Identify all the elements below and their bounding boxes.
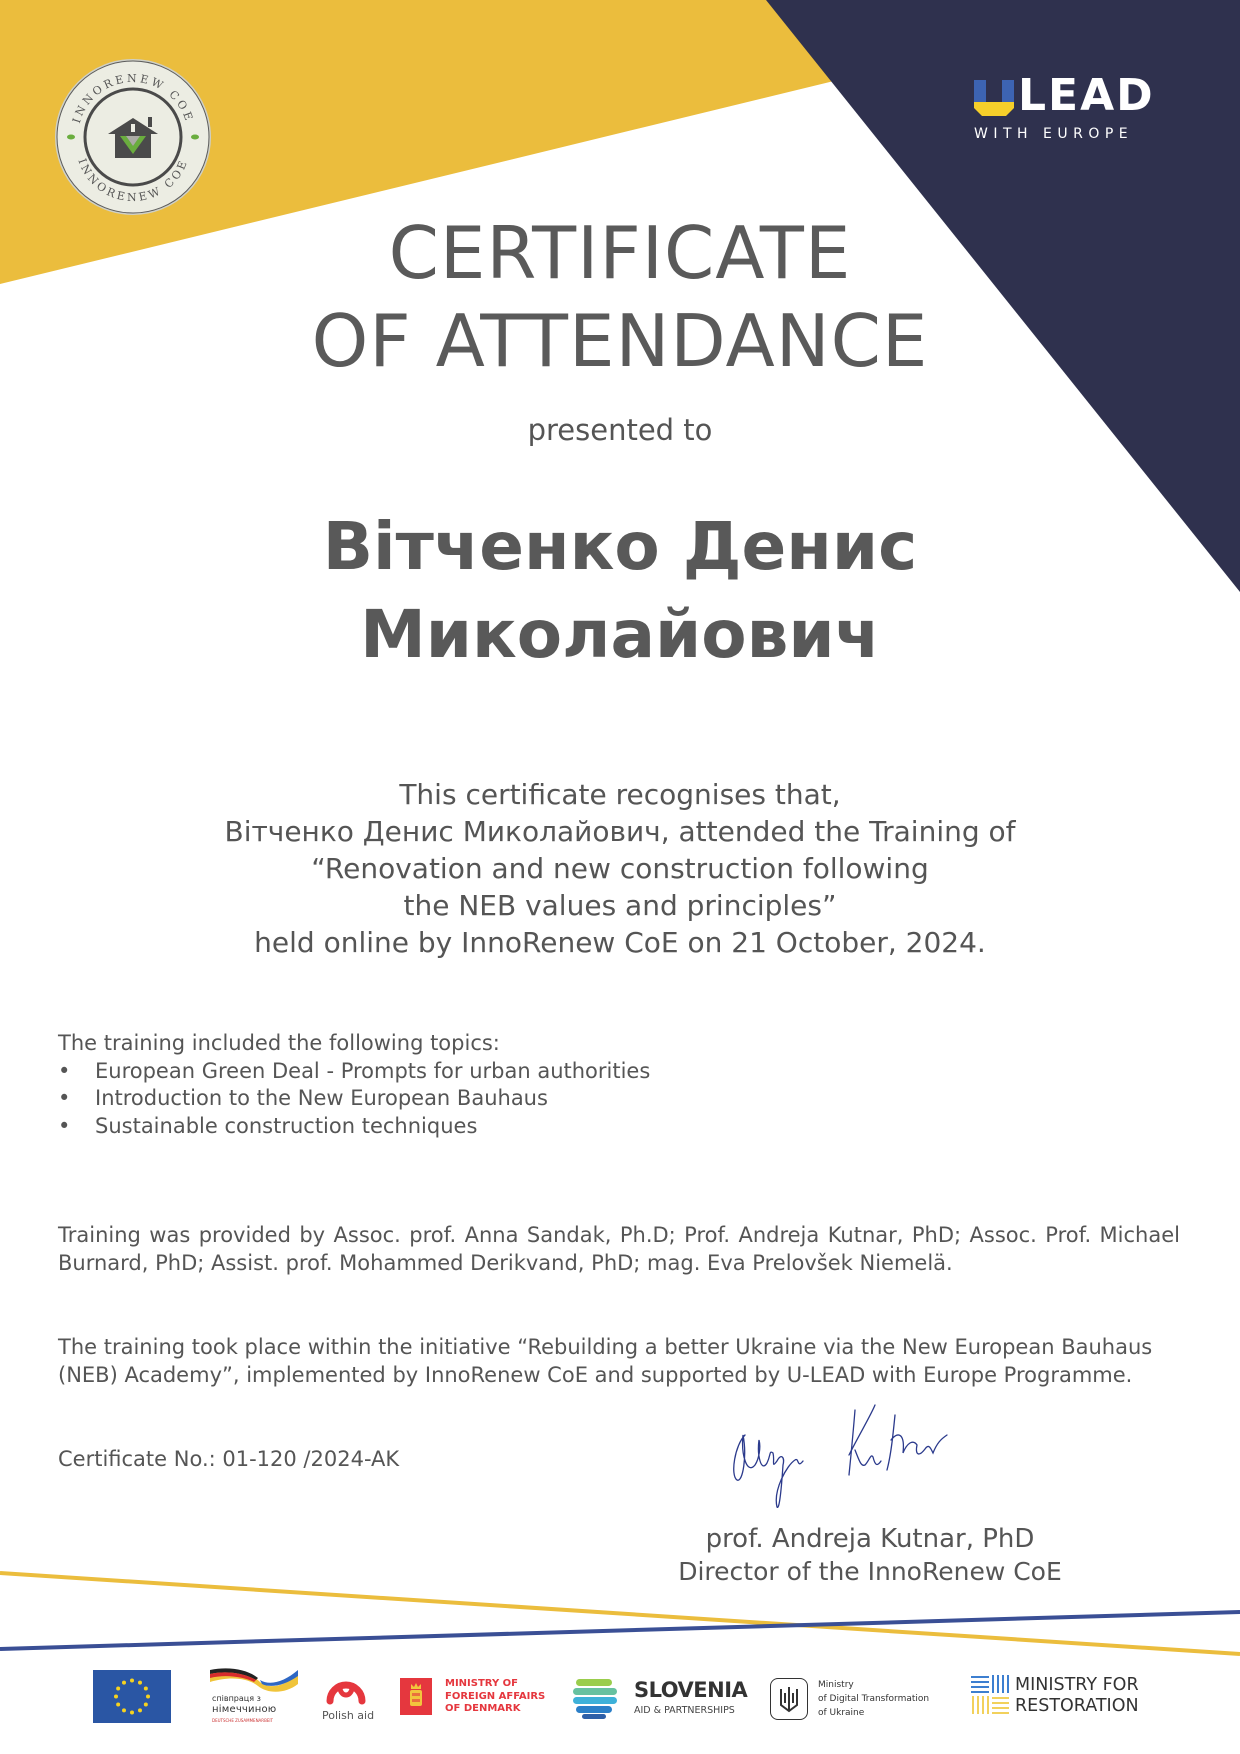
eu-flag-logo (93, 1670, 171, 1723)
recognition-line: held online by InnoRenew CoE on 21 October, 2024. (254, 926, 986, 959)
topic-text: European Green Deal - Prompts for urban authorities (95, 1058, 651, 1083)
topic-text: Introduction to the New European Bauhaus (95, 1086, 548, 1110)
initiative-paragraph: The training took place within the initiative “Rebuilding a better Ukraine via the New European Bauhaus (NEB) Academy”, implemented by InnoRenew CoE and supported by U-LEAD with Europe Programme. (58, 1335, 1153, 1387)
ministry-digital-line: of Ukraine (818, 1708, 865, 1718)
recognition-statement (100, 776, 1140, 961)
german-cooperation-line1: співпраця з (212, 1694, 261, 1703)
signatory-role: Director of the InnoRenew CoE (678, 1557, 1062, 1586)
eu-star-icon (114, 1695, 118, 1699)
certificate-number: Certificate No.: 01-120 /2024-AK (58, 1447, 400, 1471)
ministry-restoration-text (1015, 1675, 1139, 1717)
eu-star-icon (138, 1681, 142, 1685)
denmark-mfa-logo (400, 1678, 590, 1718)
ulead-with-europe-logo (970, 70, 1170, 150)
polish-aid-logo (318, 1667, 378, 1727)
topic-item (58, 1085, 650, 1113)
german-cooperation-line2: німеччиною (212, 1704, 277, 1715)
recognition-line: This certificate recognises that, (399, 778, 841, 811)
ministry-restoration-line: MINISTRY FOR (1015, 1675, 1139, 1695)
certificate-title-line1: CERTIFICATE (388, 211, 852, 295)
ukraine-flag-u-icon (974, 80, 1014, 118)
polish-aid-label: Polish aid (322, 1709, 375, 1722)
denmark-line: OF DENMARK (445, 1703, 521, 1714)
eu-star-icon (116, 1687, 120, 1691)
denmark-line: FOREIGN AFFAIRS (445, 1690, 546, 1702)
topics-intro: The training included the following topics: (58, 1031, 500, 1055)
recognition-line: the NEB values and principles” (403, 889, 837, 922)
denmark-mfa-text (445, 1678, 545, 1716)
recipient-name-line2: Миколайович (360, 596, 880, 673)
ministry-digital-transformation-logo (768, 1676, 948, 1720)
restoration-grid-icon (971, 1675, 1009, 1715)
eu-star-icon (122, 1708, 126, 1712)
signatory-name: prof. Andreja Kutnar, PhD (705, 1524, 1035, 1554)
ministry-restoration-logo (971, 1675, 1161, 1717)
german-cooperation-logo (210, 1668, 298, 1726)
topics-section (58, 1030, 650, 1140)
denmark-crest-icon (400, 1678, 432, 1715)
eu-star-icon (116, 1703, 120, 1707)
eu-star-icon (144, 1703, 148, 1707)
handwritten-signature (725, 1395, 985, 1525)
svg-text:INNORENEW COE: INNORENEW COE (75, 156, 191, 205)
bullet-icon: • (58, 1086, 71, 1110)
trainers-paragraph: Training was provided by Assoc. prof. Anna Sandak, Ph.D; Prof. Andreja Kutnar, PhD; Assoc. Prof. Michael Burnard, PhD; Assist. prof. Mohammed Derikvand, PhD; mag. Eva Prelovšek Niemelä. (58, 1223, 1180, 1275)
recipient-name-line1: Вітченко Денис (322, 508, 918, 585)
bullet-icon: • (58, 1113, 71, 1138)
ministry-digital-text (818, 1678, 929, 1720)
ministry-digital-line: Ministry (818, 1680, 854, 1690)
eu-star-icon (130, 1711, 134, 1715)
denmark-line: MINISTRY OF (445, 1678, 518, 1689)
eu-star-icon (130, 1679, 134, 1683)
ulead-wordmark: LEAD (1018, 70, 1155, 121)
eu-star-icon (138, 1708, 142, 1712)
german-cooperation-line3: DEUTSCHE ZUSAMMENARBEIT (212, 1718, 273, 1723)
recognition-line: Вітченко Денис Миколайович, attended the Training of (224, 815, 1016, 848)
ulead-subtitle: WITH EUROPE (974, 126, 1134, 142)
eu-star-icon (144, 1687, 148, 1691)
trident-icon (770, 1678, 808, 1720)
topic-item (58, 1113, 650, 1141)
topic-text: Sustainable construction techniques (95, 1113, 478, 1138)
recognition-line: “Renovation and new construction following (311, 852, 929, 885)
eu-star-icon (146, 1695, 150, 1699)
certificate-title-line2: OF ATTENDANCE (311, 299, 929, 383)
ministry-digital-line: of Digital Transformation (818, 1694, 930, 1704)
slovenia-aid-logo (572, 1675, 752, 1721)
slovenia-subtitle: AID & PARTNERSHIPS (634, 1705, 735, 1716)
ministry-restoration-line: RESTORATION (1015, 1696, 1139, 1716)
innorenew-seal-logo (54, 58, 212, 216)
slovenia-title: SLOVENIA (634, 1678, 748, 1702)
eu-star-icon (122, 1681, 126, 1685)
presented-to-label: presented to (527, 413, 713, 447)
svg-text:INNORENEW COE: INNORENEW COE (69, 71, 197, 125)
topic-item (58, 1058, 650, 1086)
bullet-icon: • (58, 1058, 71, 1083)
